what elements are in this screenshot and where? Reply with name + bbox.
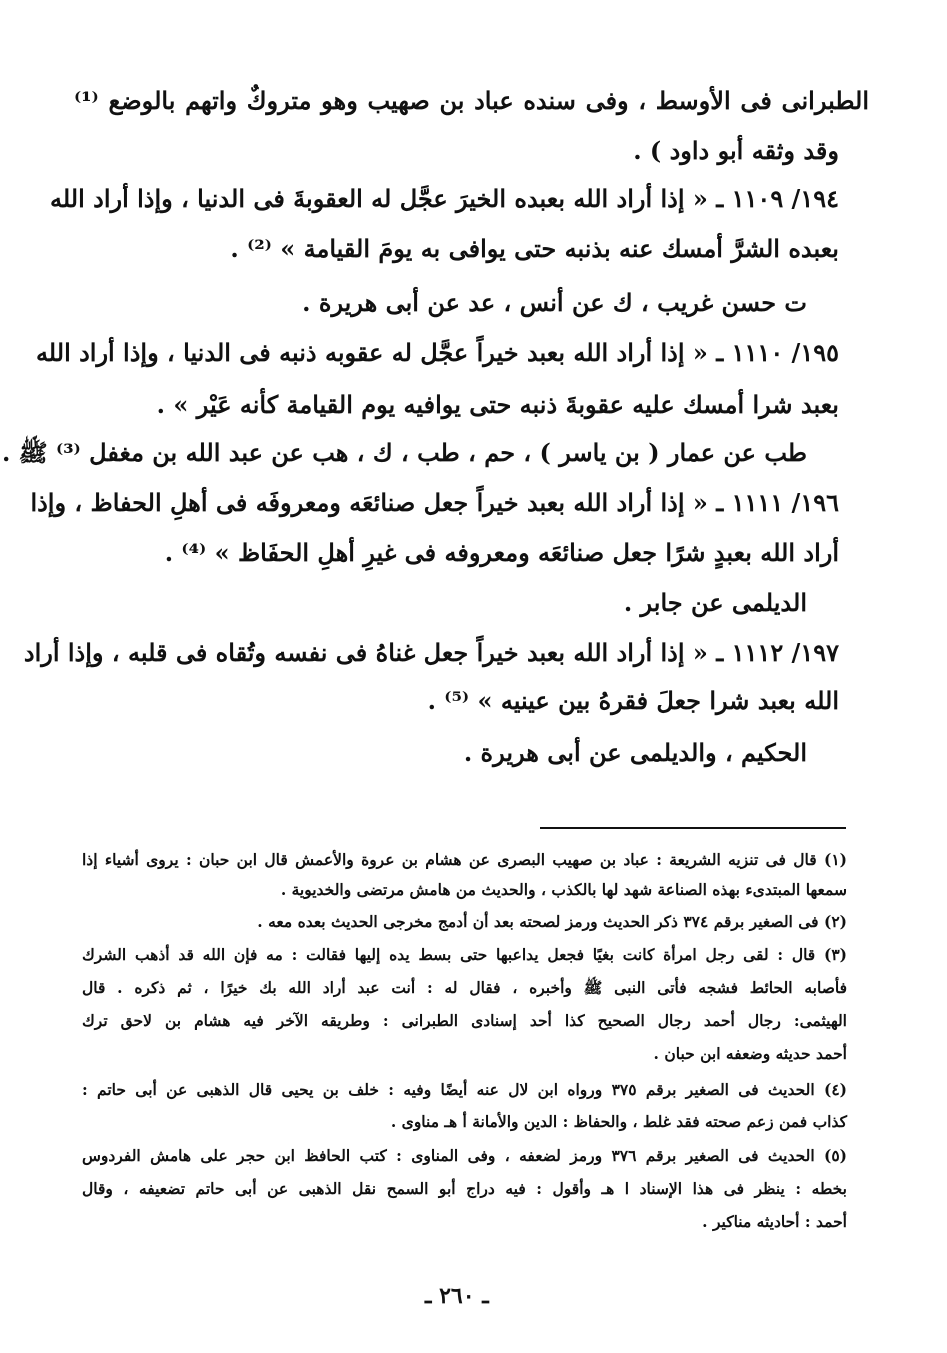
footnote-2-line-1: (٢) فى الصغير برقم ٣٧٤ ذكر الحديث ورمز لصحته بعد أن أدمج مخرجى الحديث بعده معه . [257, 912, 847, 931]
footnote-5-line-1: (٥) الحديث فى الصغير برقم ٣٧٦ ورمز لضعفه ، وفى المناوى : كتب الحافظ ابن حجر على هامش الفردوس [82, 1146, 847, 1165]
hadith-197-source: الحكيم ، والديلمى عن أبى هريرة . [463, 738, 807, 767]
hadith-195-line-2: بعبد شرا أمسك عليه عقوبةَ ذنبه حتى يوافيه يوم القيامة كأنه عَيْر » . [156, 390, 839, 419]
hadith-194-source: ت حسن غريب ، ك عن أنس ، عد عن أبى هريرة . [302, 288, 807, 317]
page-number: ـ ٢٦٠ ـ [425, 1283, 489, 1309]
hadith-197-line-2: الله بعبد شرا جعلَ فقرهُ بين عينيه » ⁽⁵⁾ . [427, 686, 839, 715]
body-line-1: الطبرانى فى الأوسط ، وفى سنده عباد بن صهيب وهو متروكٌ واتهم بالوضع ⁽¹⁾ [74, 86, 869, 115]
footnote-4-line-1: (٤) الحديث فى الصغير برقم ٣٧٥ ورواه ابن لال عنه أيضًا وفيه : خلف بن يحيى قال الذهبى عن أبى حاتم : [82, 1080, 847, 1099]
footnote-4-line-2: كذاب فمن زعم صحته فقد غلط ، والحفاظ : الدين والأمانة أ هـ مناوى . [390, 1112, 847, 1131]
footnote-5-line-2: بخطه : ينظر فى هذا الإسناد ا هـ وأقول : فيه دراج أبو السمح نقل الذهبى عن أبى حاتم تضعيفه ، وقال [82, 1179, 847, 1198]
hadith-196-line-2: أراد الله بعبدٍ شرًا جعل صنائعَه ومعروفه فى غيرِ أهلِ الحفَاظ » ⁽⁴⁾ . [164, 538, 839, 567]
hadith-197-line-1: ١٩٧/ ١١١٢ ـ « إذا أراد الله بعبد خيراً جعل غناهُ فى نفسه وتُقاه فى قلبه ، وإذا أراد [23, 638, 839, 667]
hadith-196-source: الديلمى عن جابر . [623, 588, 807, 617]
hadith-194-line-1: ١٩٤/ ١١٠٩ ـ « إذا أراد الله بعبده الخيرَ عجَّل له العقوبةَ فى الدنيا ، وإذا أراد الله [49, 184, 839, 213]
hadith-196-line-1: ١٩٦/ ١١١١ ـ « إذا أراد الله بعبد خيراً جعل صنائعَه ومعروفَه فى أهلِ الحفاظ ، وإذا [30, 488, 839, 517]
footnote-5-line-3: أحمد : أحاديثه مناكير . [702, 1212, 847, 1231]
footnote-3-line-4: أحمد حديثه وضعفه ابن حبان . [653, 1044, 847, 1063]
footnote-3-line-1: (٣) قال : لقى رجل امرأة كانت بغيًا فجعل يداعبها حتى بسط يده إليها فقالت : مه فإن الله قد أذهب الشرك [82, 945, 847, 964]
footnote-3-line-2: فأصابه الحائط فشجه فأتى النبى ﷺ وأخبره ، فقال له : أنت عبد أراد الله بك خيرًا ، ثم ذكره . قال [82, 978, 847, 997]
footnote-separator [540, 827, 846, 829]
body-line-2: وقد وثقه أبو داود ) . [633, 136, 839, 165]
footnote-3-line-3: الهيثمى: رجال أحمد رجال الصحيح كذا أحد إسنادى الطبرانى : وطريقه الآخر فيه هشام بن لاحق ترك [82, 1011, 847, 1030]
hadith-195-line-1: ١٩٥/ ١١١٠ ـ « إذا أراد الله بعبد خيراً عجَّل له عقوبه ذنبه فى الدنيا ، وإذا أراد الله [35, 338, 839, 367]
hadith-194-line-2: بعبده الشرَّ أمسك عنه بذنبه حتى يوافى به يومَ القيامة » ⁽²⁾ . [230, 234, 839, 263]
footnote-1-line-2: سمعها المبتدىء بهذه الصناعة شهد لها بالكذب ، والحديث من هامش مرتضى والخديوية . [280, 880, 847, 899]
hadith-195-source: طب عن عمار ( بن ياسر ) ، حم ، طب ، ك ، هب عن عبد الله بن مغفل ⁽³⁾ ﷺ . [1, 438, 807, 467]
footnote-1-line-1: (١) قال فى تنزيه الشريعة : عباد بن صهيب البصرى عن هشام بن عروة والأعمش قال ابن حبان : يروى أشياء إذا [82, 850, 847, 869]
